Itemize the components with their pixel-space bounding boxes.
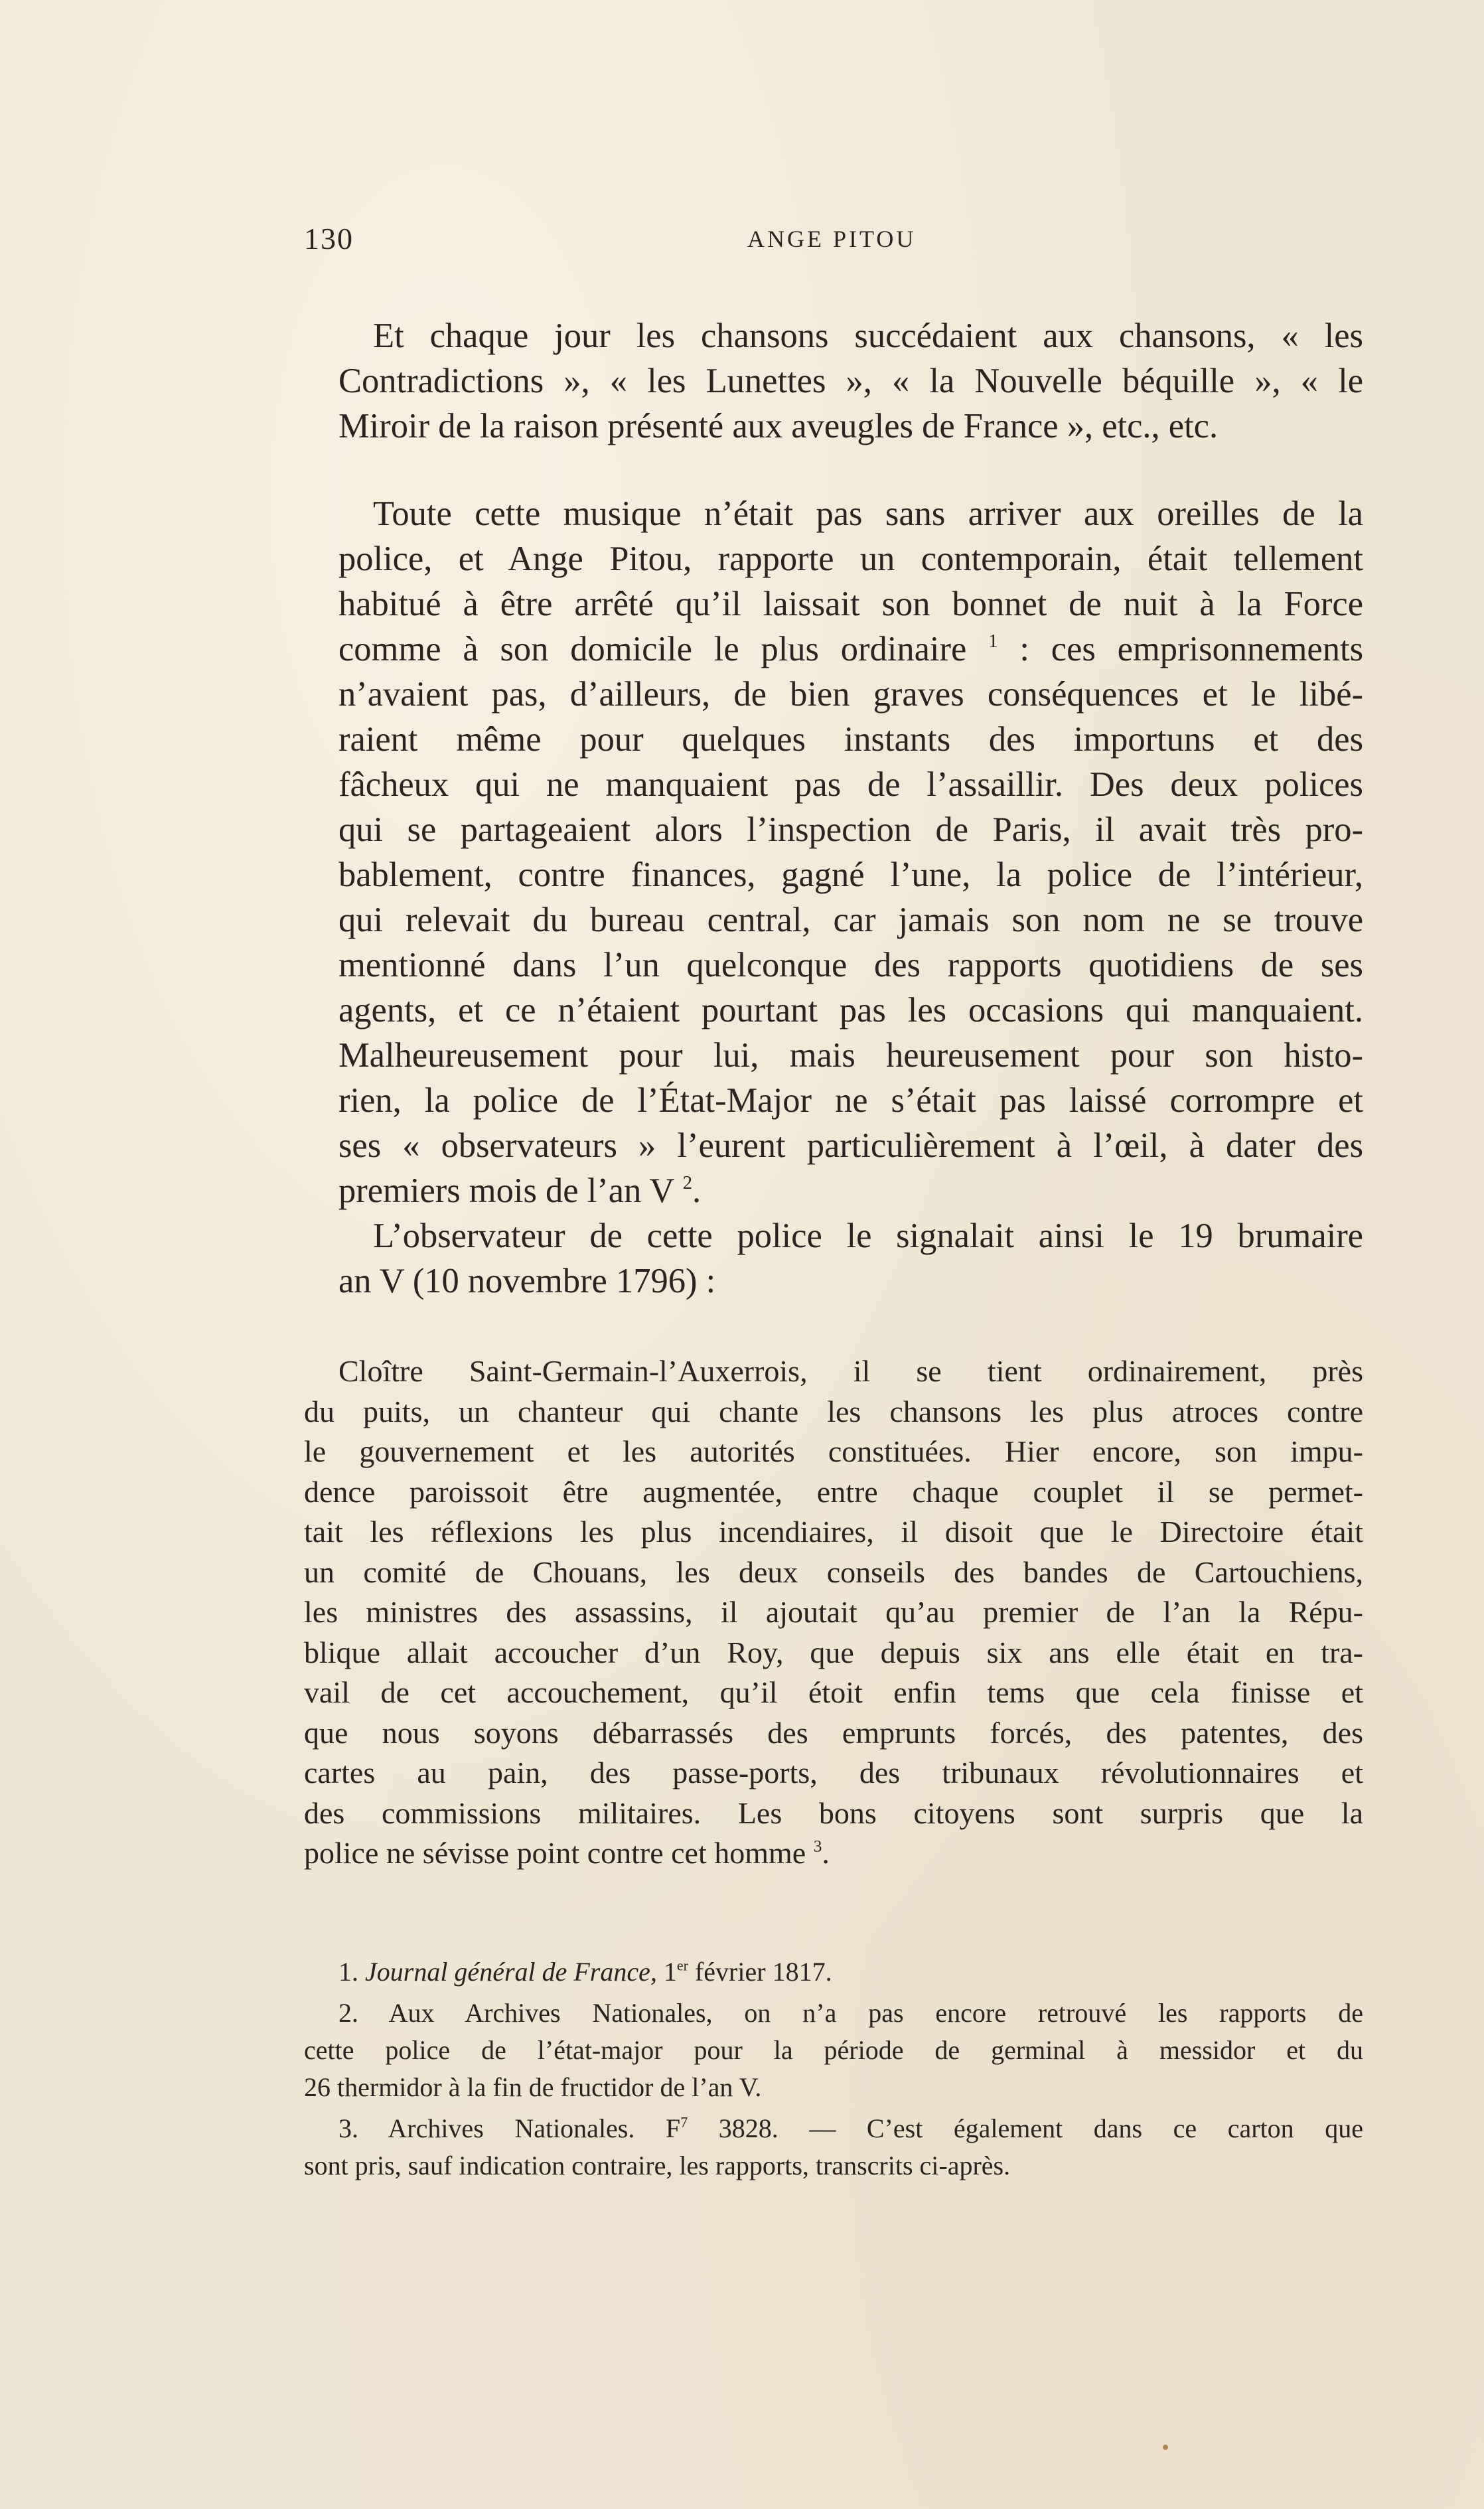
text-line: an V (10 novembre 1796) : (338, 1262, 716, 1300)
quote-line: le gouvernement et les autorités constituées. Hier encore, son impu- (304, 1434, 1363, 1468)
quote-line: vail de cet accouchement, qu’il étoit enfin tems que cela finisse et (304, 1675, 1363, 1709)
footnote-3: 3. Archives Nationales. $F^7$ 3828. — C’est également dans ce carton que (338, 2113, 1363, 2143)
text-line: ses « observateurs » l’eurent particulièrement à l’œil, à dater des (338, 1126, 1363, 1165)
text-line: Toute cette musique n’était pas sans arriver aux oreilles de la (373, 494, 1363, 533)
quote-line-with-note: police ne sévisse point contre cet homme $^3$. (304, 1836, 830, 1870)
quote-line: les ministres des assassins, il ajoutait qu’au premier de l’an la Répu- (304, 1595, 1363, 1629)
footnote-ref-3[interactable]: 3 (813, 1837, 822, 1856)
quote-line: blique allait accoucher d’un Roy, que depuis six ans elle était en tra- (304, 1635, 1363, 1669)
quote-line: des commissions militaires. Les bons citoyens sont surpris que la (304, 1795, 1363, 1830)
text-line: Malheureusement pour lui, mais heureusement pour son histo- (338, 1036, 1363, 1075)
paragraph-observateur (304, 1213, 1363, 1304)
quote-line: dence paroissoit être augmentée, entre chaque couplet il se permet- (304, 1474, 1363, 1509)
footnote-ref-1[interactable]: 1 (988, 630, 998, 652)
text-line: Contradictions », « les Lunettes », « la Nouvelle béquille », « le (338, 362, 1363, 400)
quote-line: que nous soyons débarrassés des emprunts forcés, des patentes, des (304, 1715, 1363, 1750)
running-title: ANGE PITOU (747, 226, 917, 252)
footnote-2-line: 26 thermidor à la fin de fructidor de l’an V. (304, 2072, 762, 2102)
quote-line: Cloître Saint-Germain-l’Auxerrois, il se tient ordinairement, près (338, 1354, 1363, 1388)
police-report-quotation (304, 1351, 1363, 1874)
text-line: mentionné dans l’un quelconque des rapports quotidiens de ses (338, 946, 1363, 984)
text-line: Et chaque jour les chansons succédaient aux chansons, « les (373, 317, 1363, 355)
text-line: raient même pour quelques instants des importuns et des (338, 720, 1363, 759)
text-line: fâcheux qui ne manquaient pas de l’assaillir. Des deux polices (338, 765, 1363, 804)
main-text (304, 313, 1363, 2184)
text-line: habitué à être arrêté qu’il laissait son bonnet de nuit à la Force (338, 585, 1363, 623)
footnote-3-line: sont pris, sauf indication contraire, les rapports, transcrits ci-après. (304, 2150, 1011, 2180)
text-line: police, et Ange Pitou, rapporte un contemporain, était tellement (338, 540, 1363, 578)
text-line: bablement, contre finances, gagné l’une, la police de l’intérieur, (338, 856, 1363, 894)
text-line: qui relevait du bureau central, car jamais son nom ne se trouve (338, 901, 1363, 939)
text-line: L’observateur de cette police le signalait ainsi le 19 brumaire (373, 1217, 1363, 1255)
footnote-ref-2[interactable]: 2 (682, 1172, 693, 1193)
text-line: rien, la police de l’État-Major ne s’était pas laissé corrompre et (338, 1081, 1363, 1120)
text-line: agents, et ce n’étaient pourtant pas les occasions qui manquaient. (338, 991, 1363, 1029)
paragraph-police (304, 491, 1363, 1213)
quote-line: tait les réflexions les plus incendiaires, il disoit que le Directoire était (304, 1515, 1363, 1549)
running-head (304, 219, 1363, 259)
quote-line: un comité de Chouans, les deux conseils des bandes de Cartouchiens, (304, 1555, 1363, 1589)
paragraph-chansons (304, 313, 1363, 449)
footnote-1: 1. Journal général de France, 1er février 1817. (338, 1956, 832, 1987)
footnote-2: 2. Aux Archives Nationales, on n’a pas encore retrouvé les rapports de (338, 1997, 1363, 2028)
book-page (304, 219, 1363, 2184)
page-number: 130 (304, 222, 354, 256)
text-line: qui se partageaient alors l’inspection de Paris, il avait très pro- (338, 810, 1363, 849)
paper-foxing-spot (1163, 2445, 1168, 2450)
footnotes (304, 1953, 1363, 2184)
quote-line: cartes au pain, des passe-ports, des tribunaux révolutionnaires et (304, 1756, 1363, 1789)
text-line-with-note: premiers mois de l’an V $^2$. (338, 1172, 702, 1210)
text-line-with-note: comme à son domicile le plus ordinaire $^1$ : ces emprisonnements (338, 630, 1364, 668)
quote-line: du puits, un chanteur qui chante les chansons les plus atroces contre (304, 1394, 1363, 1428)
text-line: Miroir de la raison présenté aux aveugles de France », etc., etc. (338, 407, 1219, 445)
text-line: n’avaient pas, d’ailleurs, de bien graves conséquences et le libé- (338, 675, 1363, 714)
footnote-1-title: Journal général de France, (365, 1956, 657, 1987)
footnote-2-line: cette police de l’état-major pour la période de germinal à messidor et du (304, 2034, 1363, 2065)
